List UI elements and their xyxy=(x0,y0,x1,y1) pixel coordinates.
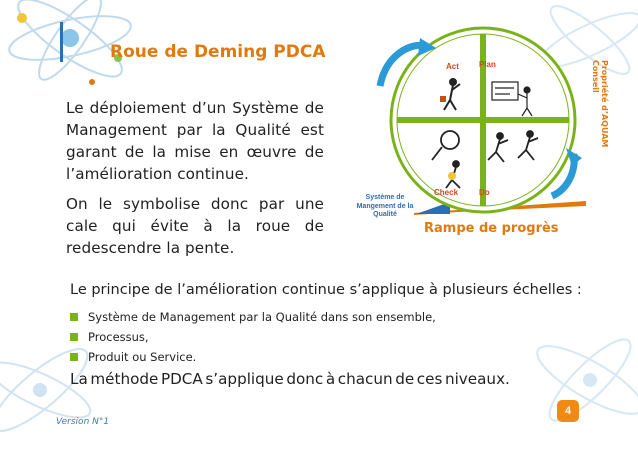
atom-decoration-bottom-right xyxy=(500,300,638,451)
scale-bullet-list xyxy=(70,307,436,367)
bullet-square-icon xyxy=(70,353,78,361)
method-word: ces xyxy=(416,370,443,388)
quadrant-label-do: Do xyxy=(479,188,490,197)
method-word: de xyxy=(395,370,415,388)
quadrant-label-plan: Plan xyxy=(479,60,496,69)
method-word: La xyxy=(70,370,88,388)
ownership-side-text: Propriété d’AQUAM Conseil xyxy=(591,60,609,148)
slide-title: Roue de Deming PDCA xyxy=(110,42,326,62)
principle-statement: Le principe de l’amélioration continue s’applique à plusieurs échelles : xyxy=(70,282,582,298)
quadrant-label-act: Act xyxy=(446,62,459,71)
bullet-text: Processus, xyxy=(88,330,149,344)
method-word: donc xyxy=(286,370,324,388)
list-item xyxy=(70,307,436,327)
quadrant-label-check: Check xyxy=(434,188,459,197)
version-label: Version N°1 xyxy=(56,417,110,427)
left-accent-bar xyxy=(60,22,63,62)
list-item xyxy=(70,347,436,367)
bullet-square-icon xyxy=(70,313,78,321)
method-word: méthode xyxy=(90,370,159,388)
intro-paragraph: Le déploiement d’un Système de Management par la Qualité est garant de la mise en œuvre de l’amélioration continue. xyxy=(66,99,324,183)
ramp-label: Rampe de progrès xyxy=(424,221,559,236)
symbol-paragraph: On le symbolise donc par une cale qui évite à la roue de redescendre la pente. xyxy=(66,195,324,257)
bullet-square-icon xyxy=(70,333,78,341)
list-item xyxy=(70,327,436,347)
method-word: niveaux. xyxy=(444,370,510,388)
method-word: à xyxy=(325,370,336,388)
method-word: chacun xyxy=(337,370,393,388)
bullet-text: Système de Management par la Qualité dans son ensemble, xyxy=(88,310,436,324)
method-word: PDCA xyxy=(160,370,203,388)
bullet-text: Produit ou Service. xyxy=(88,350,197,364)
method-word: s’applique xyxy=(205,370,284,388)
method-statement xyxy=(70,370,510,388)
system-label: Système de Mangement de la Qualité xyxy=(356,194,414,218)
page-number-badge: 4 xyxy=(557,400,579,422)
